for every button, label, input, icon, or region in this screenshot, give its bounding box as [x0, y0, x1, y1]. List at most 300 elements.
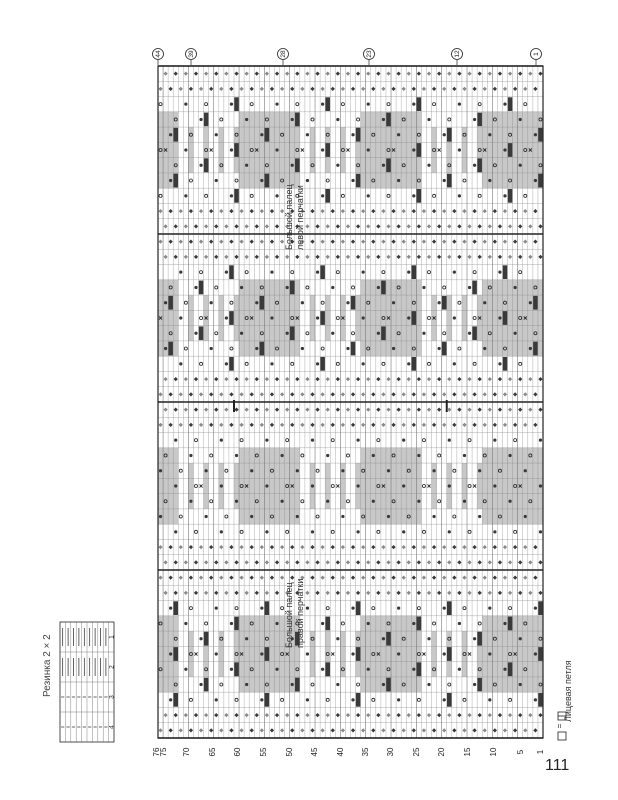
dot-symbol — [498, 271, 501, 274]
diamond-symbol — [158, 87, 162, 91]
grey-cell — [219, 662, 224, 677]
grey-cell — [487, 677, 492, 692]
grey-cell — [163, 127, 168, 142]
grey-cell — [447, 662, 452, 677]
ring-symbol — [210, 454, 213, 457]
filled-square-symbol — [508, 617, 513, 631]
dot-symbol — [245, 164, 248, 167]
grey-cell — [533, 158, 538, 173]
filled-square-symbol — [320, 265, 325, 279]
diamond-symbol — [371, 392, 375, 396]
filled-square-symbol — [503, 357, 508, 371]
diamond-symbol — [174, 72, 178, 76]
grey-cell — [381, 127, 386, 142]
grey-cell — [538, 341, 543, 356]
grey-cell — [502, 173, 507, 188]
diamond-symbol — [158, 728, 162, 732]
row-number: 65 — [208, 747, 217, 757]
diamond-symbol — [219, 423, 223, 427]
dot-symbol — [230, 148, 233, 151]
diamond-symbol — [219, 545, 223, 549]
ring-symbol — [372, 698, 375, 701]
diamond-symbol — [169, 576, 173, 580]
grey-cell — [158, 448, 163, 463]
grey-cell — [406, 662, 411, 677]
filled-square-symbol — [477, 113, 482, 127]
filled-square-symbol — [538, 601, 543, 615]
grey-cell — [492, 448, 497, 463]
diamond-symbol — [250, 209, 254, 213]
diamond-symbol — [260, 87, 264, 91]
grey-cell — [168, 310, 173, 325]
grey-cell — [416, 295, 421, 310]
filled-square-symbol — [538, 174, 543, 188]
filled-square-symbol — [234, 189, 239, 203]
grey-cell — [406, 677, 411, 692]
dot-symbol — [448, 530, 451, 533]
filled-square-symbol — [356, 693, 361, 707]
diamond-symbol — [412, 423, 416, 427]
ring-symbol — [524, 103, 527, 106]
diamond-symbol — [493, 392, 497, 396]
grey-cell — [513, 662, 518, 677]
dot-symbol — [534, 133, 537, 136]
grey-cell — [376, 295, 381, 310]
diamond-symbol — [305, 713, 309, 717]
grey-cell — [376, 173, 381, 188]
legend-equals-sign: = — [555, 723, 564, 729]
dot-symbol — [169, 179, 172, 182]
ring-symbol — [468, 439, 471, 442]
filled-square-symbol — [229, 265, 234, 279]
diamond-symbol — [422, 392, 426, 396]
diamond-symbol — [417, 713, 421, 717]
dot-symbol — [336, 683, 339, 686]
diamond-symbol — [174, 255, 178, 259]
diamond-symbol — [199, 423, 203, 427]
diamond-symbol — [356, 255, 360, 259]
grey-cell — [487, 112, 492, 127]
ring-symbol — [235, 607, 238, 610]
grey-cell — [523, 127, 528, 142]
diamond-symbol — [417, 72, 421, 76]
diamond-symbol — [239, 87, 243, 91]
diamond-symbol — [452, 240, 456, 244]
diamond-symbol — [169, 240, 173, 244]
diamond-symbol — [538, 408, 542, 412]
diamond-symbol — [189, 576, 193, 580]
grey-cell — [482, 326, 487, 341]
diamond-symbol — [462, 728, 466, 732]
grey-cell — [204, 127, 209, 142]
grey-cell — [416, 478, 421, 493]
diamond-symbol — [478, 408, 482, 412]
dot-symbol — [473, 683, 476, 686]
grey-cell — [366, 173, 371, 188]
grey-cell — [497, 631, 502, 646]
diamond-symbol — [376, 408, 380, 412]
diamond-symbol — [229, 545, 233, 549]
grey-cell — [406, 448, 411, 463]
grey-cell — [295, 341, 300, 356]
column-marker-number: 12 — [454, 50, 461, 58]
ring-symbol — [336, 316, 339, 319]
diamond-symbol — [315, 72, 319, 76]
dot-symbol — [194, 286, 197, 289]
diamond-symbol — [250, 240, 254, 244]
diamond-symbol — [204, 72, 208, 76]
diamond-symbol — [204, 377, 208, 381]
dot-symbol — [432, 469, 435, 472]
diamond-symbol — [417, 560, 421, 564]
grey-cell — [391, 326, 396, 341]
grey-cell — [406, 341, 411, 356]
dot-symbol — [463, 500, 466, 503]
diamond-symbol — [498, 560, 502, 564]
grey-cell — [528, 280, 533, 295]
ring-symbol — [220, 118, 223, 121]
grey-cell — [158, 631, 163, 646]
dot-symbol — [356, 530, 359, 533]
grey-cell — [285, 509, 290, 524]
diamond-symbol — [239, 728, 243, 732]
diamond-symbol — [472, 240, 476, 244]
grey-cell — [502, 478, 507, 493]
ring-symbol — [250, 103, 253, 106]
diamond-symbol — [503, 545, 507, 549]
grey-cell — [158, 158, 163, 173]
dot-symbol — [210, 301, 213, 304]
grey-cell — [523, 341, 528, 356]
diamond-symbol — [184, 72, 188, 76]
diamond-symbol — [467, 255, 471, 259]
dot-symbol — [387, 469, 390, 472]
diamond-symbol — [493, 545, 497, 549]
diamond-symbol — [310, 209, 314, 213]
dot-symbol — [503, 148, 506, 151]
diamond-symbol — [493, 87, 497, 91]
grey-cell — [168, 494, 173, 509]
grey-cell — [361, 478, 366, 493]
grey-cell — [523, 112, 528, 127]
grey-cell — [158, 173, 163, 188]
diamond-symbol — [472, 728, 476, 732]
diamond-symbol — [169, 392, 173, 396]
diamond-symbol — [402, 209, 406, 213]
diamond-symbol — [351, 576, 355, 580]
diamond-symbol — [376, 713, 380, 717]
grey-cell — [173, 662, 178, 677]
grey-cell — [163, 509, 168, 524]
grey-cell — [249, 173, 254, 188]
grey-cell — [239, 295, 244, 310]
grey-cell — [487, 158, 492, 173]
grey-cell — [163, 158, 168, 173]
diamond-symbol — [386, 224, 390, 228]
right-glove-thumb-label — [284, 579, 306, 648]
diamond-symbol — [224, 72, 228, 76]
diamond-symbol — [204, 713, 208, 717]
dot-symbol — [483, 301, 486, 304]
diamond-symbol — [255, 408, 259, 412]
grey-cell — [411, 478, 416, 493]
grey-cell — [168, 677, 173, 692]
dot-symbol — [184, 148, 187, 151]
grey-cell — [487, 463, 492, 478]
dot-symbol — [402, 439, 405, 442]
diamond-symbol — [265, 591, 269, 595]
grey-cell — [502, 494, 507, 509]
grey-cell — [482, 631, 487, 646]
diamond-symbol — [396, 713, 400, 717]
grey-cell — [275, 158, 280, 173]
diamond-symbol — [209, 87, 213, 91]
diamond-symbol — [488, 377, 492, 381]
grey-cell — [497, 295, 502, 310]
diamond-symbol — [270, 576, 274, 580]
dot-symbol — [468, 332, 471, 335]
grey-cell — [340, 646, 345, 661]
grey-cell — [249, 494, 254, 509]
diamond-symbol — [386, 591, 390, 595]
grey-cell — [269, 112, 274, 127]
dot-symbol — [199, 683, 202, 686]
ring-symbol — [321, 347, 324, 350]
grey-cell — [173, 295, 178, 310]
diamond-symbol — [402, 545, 406, 549]
diamond-symbol — [295, 408, 299, 412]
grey-cell — [518, 280, 523, 295]
grey-cell — [508, 326, 513, 341]
diamond-symbol — [366, 224, 370, 228]
dot-symbol — [372, 500, 375, 503]
grey-cell — [168, 616, 173, 631]
grey-cell — [219, 326, 224, 341]
grey-cell — [411, 631, 416, 646]
grey-cell — [513, 158, 518, 173]
row-number: 30 — [386, 747, 395, 757]
diamond-symbol — [184, 377, 188, 381]
diamond-symbol — [321, 545, 325, 549]
grey-cell — [396, 662, 401, 677]
grey-cell — [244, 295, 249, 310]
dot-symbol — [448, 439, 451, 442]
grey-cell — [462, 326, 467, 341]
grey-cell — [295, 295, 300, 310]
diamond-symbol — [412, 240, 416, 244]
filled-square-symbol — [417, 189, 422, 203]
grey-cell — [513, 494, 518, 509]
diamond-symbol — [483, 240, 487, 244]
ring-symbol — [468, 484, 471, 487]
dot-symbol — [458, 103, 461, 106]
ring-symbol — [519, 271, 522, 274]
filled-square-symbol — [295, 113, 300, 127]
grey-cell — [290, 509, 295, 524]
grey-cell — [239, 158, 244, 173]
dot-symbol — [351, 179, 354, 182]
grey-cell — [244, 142, 249, 157]
diamond-symbol — [381, 209, 385, 213]
diamond-symbol — [174, 377, 178, 381]
dot-symbol — [362, 271, 365, 274]
grey-cell — [295, 280, 300, 295]
diamond-symbol — [163, 408, 167, 412]
ring-symbol — [453, 515, 456, 518]
filled-square-symbol — [173, 174, 178, 188]
ring-symbol — [438, 500, 441, 503]
ring-symbol — [524, 194, 527, 197]
filled-square-symbol — [477, 678, 482, 692]
diamond-symbol — [457, 255, 461, 259]
diamond-symbol — [321, 423, 325, 427]
grey-cell — [325, 158, 330, 173]
grey-cell — [290, 463, 295, 478]
dot-symbol — [316, 316, 319, 319]
grey-cell — [528, 158, 533, 173]
grey-cell — [249, 631, 254, 646]
dot-symbol — [503, 668, 506, 671]
grey-cell — [219, 494, 224, 509]
diamond-symbol — [260, 392, 264, 396]
grey-cell — [244, 448, 249, 463]
diamond-symbol — [503, 87, 507, 91]
grey-cell — [432, 646, 437, 661]
diamond-symbol — [427, 224, 431, 228]
diamond-symbol — [528, 560, 532, 564]
grey-cell — [280, 509, 285, 524]
diamond-symbol — [376, 224, 380, 228]
grey-cell — [462, 310, 467, 325]
diamond-symbol — [467, 224, 471, 228]
grey-cell — [401, 616, 406, 631]
diamond-symbol — [518, 255, 522, 259]
diamond-symbol — [513, 576, 517, 580]
diamond-symbol — [472, 423, 476, 427]
grey-cell — [259, 631, 264, 646]
grey-cell — [366, 494, 371, 509]
grey-cell — [502, 448, 507, 463]
diamond-symbol — [184, 255, 188, 259]
dot-symbol — [245, 637, 248, 640]
diamond-symbol — [376, 560, 380, 564]
ring-symbol — [352, 332, 355, 335]
grey-cell — [340, 478, 345, 493]
diamond-symbol — [346, 255, 350, 259]
diamond-symbol — [356, 224, 360, 228]
grey-cell — [244, 127, 249, 142]
grey-cell — [264, 509, 269, 524]
grey-cell — [386, 646, 391, 661]
grey-cell — [168, 631, 173, 646]
diamond-symbol — [199, 240, 203, 244]
grey-cell — [325, 463, 330, 478]
diamond-symbol — [391, 423, 395, 427]
grey-cell — [188, 478, 193, 493]
grey-cell — [497, 173, 502, 188]
diamond-symbol — [498, 713, 502, 717]
grey-cell — [538, 448, 543, 463]
grey-cell — [406, 631, 411, 646]
ring-symbol — [352, 286, 355, 289]
cross-symbol — [473, 484, 476, 487]
dot-symbol — [377, 332, 380, 335]
diamond-symbol — [447, 224, 451, 228]
diamond-symbol — [275, 224, 279, 228]
diamond-symbol — [381, 423, 385, 427]
diamond-symbol — [239, 392, 243, 396]
diamond-symbol — [189, 87, 193, 91]
grey-cell — [518, 463, 523, 478]
diamond-symbol — [376, 591, 380, 595]
grey-cell — [244, 341, 249, 356]
grey-cell — [528, 662, 533, 677]
diamond-symbol — [528, 224, 532, 228]
grey-cell — [310, 646, 315, 661]
dot-symbol — [458, 194, 461, 197]
grey-cell — [462, 463, 467, 478]
dot-symbol — [321, 103, 324, 106]
diamond-symbol — [472, 209, 476, 213]
diamond-symbol — [305, 255, 309, 259]
grey-cell — [416, 326, 421, 341]
dot-symbol — [498, 316, 501, 319]
diamond-symbol — [508, 713, 512, 717]
ring-symbol — [245, 271, 248, 274]
grey-cell — [396, 478, 401, 493]
grey-cell — [285, 310, 290, 325]
diamond-symbol — [275, 408, 279, 412]
grey-cell — [158, 326, 163, 341]
grey-cell — [513, 677, 518, 692]
grey-cell — [391, 280, 396, 295]
grey-cell — [275, 310, 280, 325]
diamond-symbol — [234, 408, 238, 412]
dot-symbol — [199, 164, 202, 167]
grey-cell — [497, 280, 502, 295]
grey-cell — [254, 478, 259, 493]
filled-square-symbol — [447, 693, 452, 707]
diamond-symbol — [447, 408, 451, 412]
diamond-symbol — [402, 728, 406, 732]
grey-cell — [290, 295, 295, 310]
dot-symbol — [438, 301, 441, 304]
grey-cell — [487, 310, 492, 325]
grey-cell — [411, 326, 416, 341]
diamond-symbol — [169, 209, 173, 213]
filled-square-symbol — [204, 113, 209, 127]
grey-cell — [492, 463, 497, 478]
filled-square-symbol — [204, 158, 209, 172]
ring-symbol — [235, 179, 238, 182]
row-number: 60 — [233, 747, 242, 757]
filled-square-symbol — [386, 113, 391, 127]
grey-cell — [538, 326, 543, 341]
diamond-symbol — [351, 209, 355, 213]
filled-square-symbol — [508, 189, 513, 203]
grey-cell — [361, 142, 366, 157]
dot-symbol — [225, 271, 228, 274]
dot-symbol — [387, 515, 390, 518]
grey-cell — [204, 646, 209, 661]
ring-symbol — [194, 530, 197, 533]
dot-symbol — [184, 622, 187, 625]
grey-cell — [264, 280, 269, 295]
diamond-symbol — [452, 87, 456, 91]
dot-symbol — [382, 683, 385, 686]
dot-symbol — [220, 530, 223, 533]
diamond-symbol — [270, 392, 274, 396]
